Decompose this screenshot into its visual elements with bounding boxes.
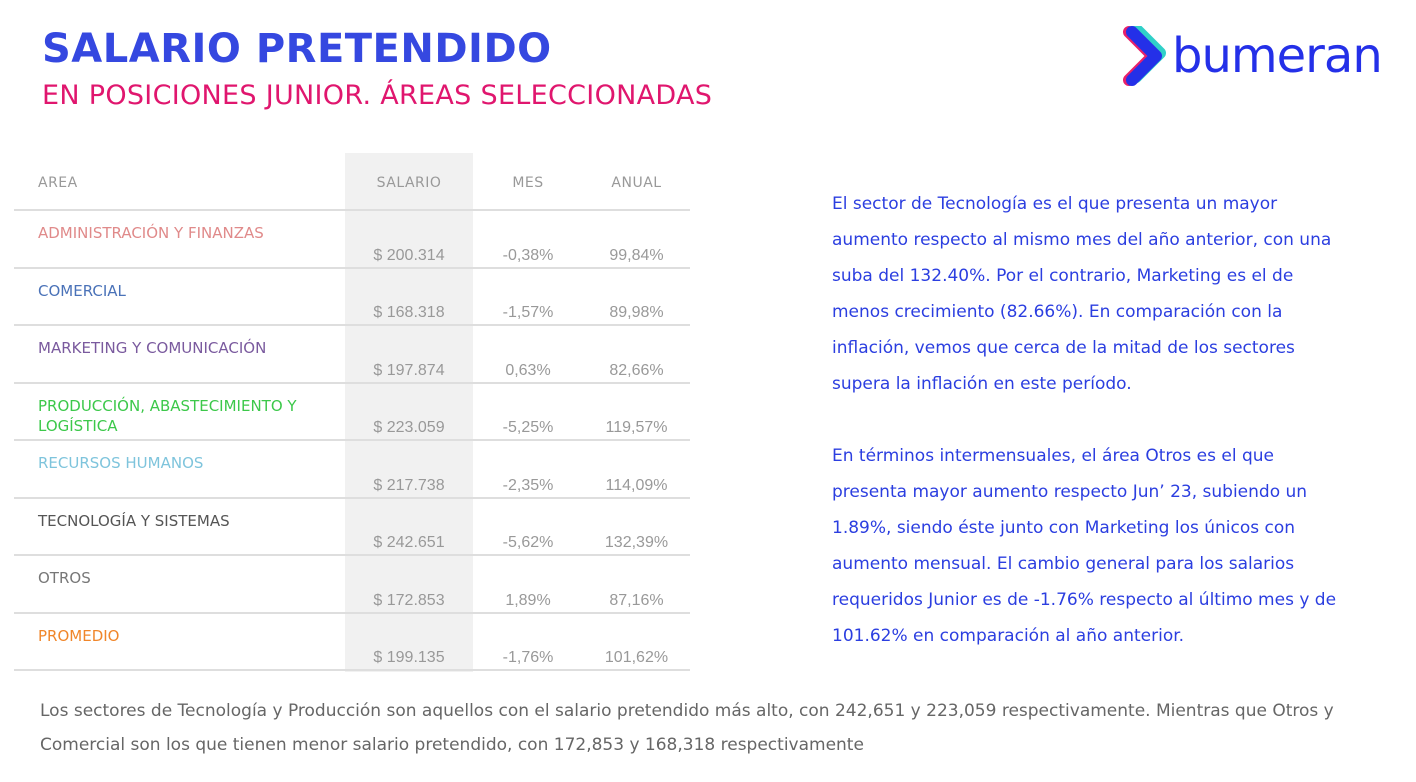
anual-value: 99,84% — [609, 246, 664, 264]
mes-cell — [473, 211, 583, 267]
area-label: OTROS — [38, 569, 91, 587]
col-header-mes: MES — [512, 175, 544, 191]
anual-cell — [583, 211, 690, 267]
salario-cell — [345, 326, 473, 382]
salario-value: $ 223.059 — [373, 419, 445, 436]
anual-cell — [583, 384, 690, 440]
table-row — [14, 326, 690, 384]
salario-cell — [345, 269, 473, 325]
anual-value: 89,98% — [609, 304, 664, 321]
area-label: PROMEDIO — [38, 626, 120, 645]
salario-cell — [345, 614, 473, 670]
table-row — [14, 384, 690, 442]
salario-value: $ 200.314 — [373, 246, 445, 264]
mes-value: -0,38% — [502, 246, 554, 264]
anual-value: 82,66% — [609, 361, 664, 379]
salario-cell — [345, 211, 473, 267]
area-cell — [14, 326, 345, 382]
anual-cell — [583, 614, 690, 670]
table-row — [14, 556, 690, 614]
mes-value: -1,57% — [502, 304, 554, 321]
salario-value: $ 172.853 — [373, 591, 445, 609]
bumeran-chevron-icon — [1122, 26, 1166, 86]
analysis-paragraph-2: En términos intermensuales, el área Otros es el que presenta mayor aumento respecto Jun’ 23, subiendo un 1.89%, siendo éste junto con Marketing los únicos con aumento mensual. El cambio general para los salarios requeridos Junior es de -1.76% respecto al último mes y de 101.62% en comparación al año anterior. — [832, 446, 1337, 646]
mes-cell — [473, 269, 583, 325]
mes-value: -1,76% — [502, 649, 554, 666]
mes-cell — [473, 326, 583, 382]
salario-value: $ 217.738 — [373, 476, 445, 494]
salario-cell — [345, 384, 473, 440]
salario-value: $ 199.135 — [373, 649, 445, 666]
mes-cell — [473, 556, 583, 612]
table-row — [14, 269, 690, 327]
area-label: RECURSOS HUMANOS — [38, 454, 204, 472]
analysis-paragraph-1: El sector de Tecnología es el que presenta un mayor aumento respecto al mismo mes del año anterior, con una suba del 132.40%. Por el contrario, Marketing es el de menos crecimiento (82.66%). En comparación con la inflación, vemos que cerca de la mitad de los sectores supera la inflación en este período. — [832, 194, 1332, 394]
anual-value: 119,57% — [605, 419, 668, 436]
mes-value: 0,63% — [505, 361, 551, 379]
salario-cell — [345, 441, 473, 497]
mes-value: 1,89% — [505, 591, 551, 609]
table-row — [14, 614, 690, 672]
salario-cell — [345, 499, 473, 555]
anual-value: 87,16% — [609, 591, 664, 609]
salary-table — [14, 153, 690, 671]
area-cell — [14, 211, 345, 267]
area-label: TECNOLOGÍA Y SISTEMAS — [38, 511, 230, 530]
area-cell — [14, 499, 345, 555]
area-label: PRODUCCIÓN, ABASTECIMIENTO Y LOGÍSTICA — [38, 396, 297, 435]
area-cell — [14, 614, 345, 670]
salario-value: $ 197.874 — [373, 361, 445, 379]
salario-cell — [345, 556, 473, 612]
area-label: COMERCIAL — [38, 281, 126, 300]
area-cell — [14, 384, 345, 440]
anual-value: 114,09% — [605, 476, 668, 494]
mes-value: -5,62% — [502, 534, 554, 551]
mes-cell — [473, 441, 583, 497]
anual-cell — [583, 269, 690, 325]
salario-value: $ 168.318 — [373, 304, 445, 321]
area-cell — [14, 556, 345, 612]
area-label: ADMINISTRACIÓN Y FINANZAS — [38, 224, 264, 242]
table-row — [14, 211, 690, 269]
anual-cell — [583, 441, 690, 497]
footer-note: Los sectores de Tecnología y Producción son aquellos con el salario pretendido más alto, con 242,651 y 223,059 respectivamente. Mientras que Otros y Comercial son los que tienen menor salario pretendido, con 172,853 y 168,318 respectivamente — [40, 701, 1334, 755]
page-subtitle: EN POSICIONES JUNIOR. ÁREAS SELECCIONADAS — [42, 80, 713, 111]
table-row — [14, 499, 690, 557]
page-title: SALARIO PRETENDIDO — [42, 26, 552, 72]
area-cell — [14, 269, 345, 325]
mes-value: -2,35% — [502, 476, 554, 494]
salario-value: $ 242.651 — [373, 534, 445, 551]
mes-cell — [473, 614, 583, 670]
mes-value: -5,25% — [502, 419, 554, 436]
col-header-salario: SALARIO — [376, 175, 442, 191]
area-label: MARKETING Y COMUNICACIÓN — [38, 339, 267, 357]
anual-value: 101,62% — [604, 649, 669, 666]
anual-cell — [583, 326, 690, 382]
area-cell — [14, 441, 345, 497]
col-header-area: AREA — [38, 175, 78, 191]
anual-value: 132,39% — [604, 534, 669, 551]
mes-cell — [473, 384, 583, 440]
mes-cell — [473, 499, 583, 555]
anual-cell — [583, 556, 690, 612]
table-header — [14, 153, 690, 211]
col-header-anual: ANUAL — [611, 175, 662, 191]
anual-cell — [583, 499, 690, 555]
table-row — [14, 441, 690, 499]
logo-text: bumeran — [1172, 28, 1382, 84]
bumeran-logo — [1122, 26, 1382, 86]
